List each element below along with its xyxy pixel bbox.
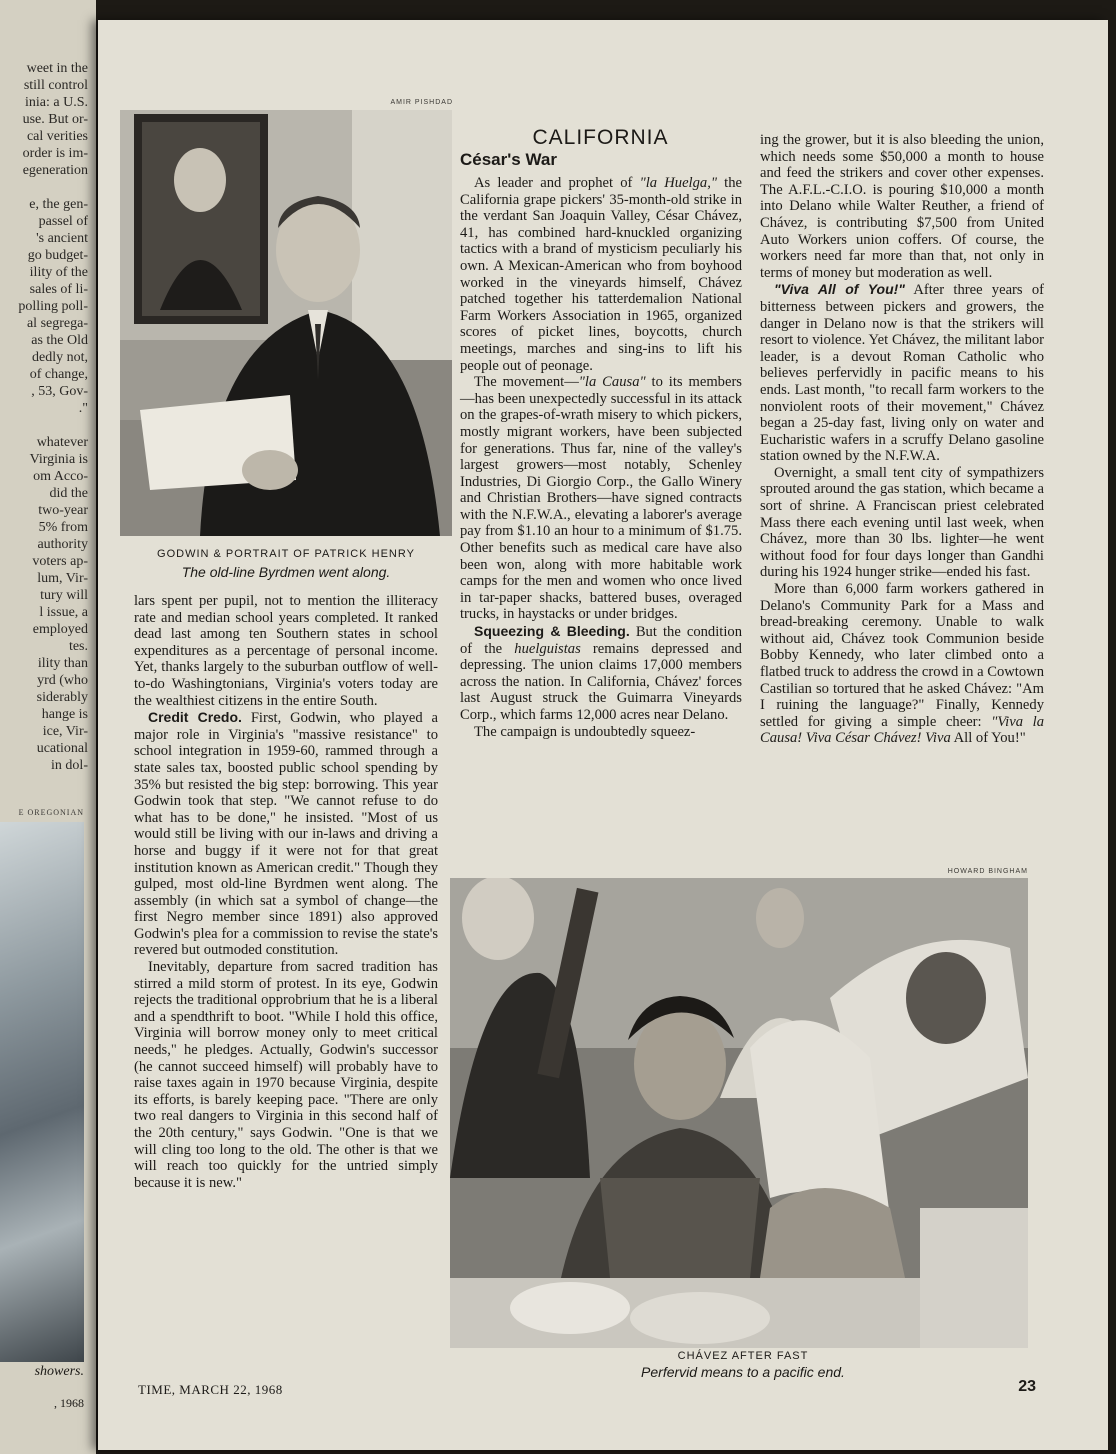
left-page-line: lum, Vir- — [37, 571, 88, 586]
left-page-line: yrd (who — [37, 673, 88, 688]
left-page-caption-tail: showers. — [34, 1364, 84, 1379]
chavez-photo-illustration — [450, 878, 1028, 1348]
left-page-line: dedly not, — [32, 350, 88, 365]
left-page-line: e, the gen- — [29, 197, 88, 212]
left-page-line: , 53, Gov- — [31, 384, 88, 399]
left-page-line: order is im- — [22, 146, 88, 161]
column-3-text — [760, 132, 1044, 747]
left-page-text-fragments — [4, 60, 88, 774]
left-facing-page — [0, 0, 96, 1454]
col1-paragraph-3: Inevitably, departure from sacred tradition has stirred a mild storm of protest. In its eye, Godwin rejects the traditional opprobrium that he is a liberal and a spendthrift to boot. "While I hold this office, Virginia will borrow money only to meet critical needs," he pledges. Actually, Godwin's successor (he cannot succeed himself) will probably have to raise taxes again in 1970 because Virginia, despite its efforts, is barely keeping pace. "There are only two real dangers to Virginia in this second half of the 20th century," says Godwin. "One is that we will cling too long to the old. The other is that we will reach too quickly for the untried simply because it is new." — [134, 959, 438, 1191]
photo2-credit: HOWARD BINGHAM — [947, 868, 1028, 875]
col2-p2-b: to its members—has been unexpectedly successful in its attack on the grapes-of-wrath misery to which pickers, mostly migrant workers, have been subjected for generations. Thus far, nine of the valley's largest growers—most notably, Schenley Industries, Di Giorgio Corp., the Gallo Winery and Christian Brothers—have signed contracts with the N.F.W.A., elevating a laborer's average pay from $1.10 an hour to a minimum of $1.75. Other benefits such as medical care have also been won, along with more habitable work camps for the men and women who once lived in tar-paper shacks, battered buses, overaged trucks, in haystacks or under bridges. — [460, 374, 742, 623]
page-number: 23 — [1018, 1378, 1036, 1395]
left-page-line: ility of the — [29, 265, 88, 280]
col3-p4-italic: "Viva la Causa! Viva César Chávez! Viva — [760, 713, 1044, 747]
col1-paragraph-2-body: First, Godwin, who played a major role in Virginia's "massive resistance" to school integration in 1959-60, rammed through a state sales tax, boosted public school spending by 35% but resisted the big step: borrowing. This year Godwin took that step. "We cannot refuse to do what has to be done," he insisted. "Most of us would still be living with our in-laws and driving a horse and buggy if it were not for that great institution known as American credit." Though they gulped, most old-line Byrdmen went along. The assembly (in which sat a symbol of change—the first Negro member since 1891) also approved Godwin's plea for a commission to revise the state's revered but outmoded constitution. — [134, 710, 438, 959]
left-page-line: Virginia is — [29, 452, 88, 467]
left-page-line: polling poll- — [18, 299, 88, 314]
col2-subhead-squeezing: Squeezing & Bleeding. — [474, 623, 630, 640]
col3-paragraph-2 — [760, 281, 1044, 465]
left-page-line: go budget- — [27, 248, 88, 263]
left-page-line — [4, 179, 88, 196]
col2-p3-italic: huelguistas — [514, 640, 581, 657]
left-page-line: use. But or- — [22, 112, 88, 127]
left-page-line: cal verities — [26, 129, 88, 144]
left-page-line: weet in the — [26, 61, 88, 76]
magazine-page — [98, 20, 1108, 1450]
col1-paragraph-2 — [134, 709, 438, 959]
col2-p2-italic: "la Causa" — [578, 374, 646, 391]
story-title: César's War — [460, 150, 557, 169]
col2-p1-a: As leader and prophet of — [474, 175, 640, 191]
left-page-line: whatever — [36, 435, 88, 450]
photo1-caption-text: The old-line Byrdmen went along. — [181, 564, 391, 580]
left-page-line: ucational — [36, 741, 88, 756]
left-page-line: siderably — [36, 690, 88, 705]
left-page-line: egeneration — [22, 163, 88, 178]
left-page-line: tes. — [68, 639, 88, 654]
col1-paragraph-1: lars spent per pupil, not to mention the illiteracy rate and median school years completed. It ranked dead last among ten Southern states in school expenditures as a percentage of personal income. Yet, thanks largely to the suburban outflow of well-to-do Washingtonians, Virginia's voters today are the wealthiest citizens in the entire South. — [134, 593, 438, 709]
section-title: CALIFORNIA — [532, 126, 669, 149]
left-page-line: two-year — [38, 503, 88, 518]
photo2-caption-text: Perfervid means to a pacific end. — [641, 1364, 845, 1380]
col2-paragraph-1 — [460, 175, 742, 374]
left-page-line: 's ancient — [36, 231, 88, 246]
column-1-text — [134, 593, 438, 1191]
photo1-credit: AMIR PISHDAD — [390, 99, 453, 106]
left-page-line: sales of li- — [29, 282, 88, 297]
left-page-line: al segrega- — [26, 316, 88, 331]
col2-p3-b: remains depressed and depressing. The union claims 17,000 members across the nation. In California, Chávez' forces last August struck the Guimarra Vineyards Corp., which farms 12,000 acres near Delano. — [460, 640, 742, 723]
photo2-caption — [578, 1350, 908, 1380]
left-page-line: voters ap- — [32, 554, 88, 569]
left-page-line: l issue, a — [39, 605, 88, 620]
left-page-line: ility than — [37, 656, 88, 671]
left-page-line: hange is — [41, 707, 88, 722]
left-page-line: 5% from — [38, 520, 88, 535]
col1-subhead-credit-credo: Credit Credo. — [148, 709, 242, 726]
col3-p2-body: After three years of bitterness between pickers and growers, the danger in Delano now is that the strikers will resort to violence. Yet Chávez, the militant labor leader, is a devout Roman Catholic who believes perfervidly in pacific means to his ends. Last month, "to recall farm workers to the nonviolent roots of their movement," Chávez began a 25-day fast, living only on water and Eucharistic wafers in a scruffy Delano gasoline station owned by the N.F.W.A. — [760, 282, 1044, 465]
left-page-line: inia: a U.S. — [25, 95, 88, 110]
left-page-line: employed — [32, 622, 88, 637]
left-page-line: still control — [23, 78, 88, 93]
left-page-line: did the — [49, 486, 88, 501]
left-page-photo — [0, 822, 84, 1362]
left-page-line: tury will — [40, 588, 88, 603]
col3-p4-a: More than 6,000 farm workers gathered in Delano's Community Park for a Mass and bread-breaking ceremony. Unable to walk without aid, Chávez took Communion beside Bobby Kennedy, who later climbed onto a flatbed truck to address the crowd in a Cowtown Castilian so tortured that he asked Chávez: "Am I ruining the language?" Finally, Kennedy settled for giving a simple cheer: — [760, 581, 1044, 730]
left-page-line: passel of — [38, 214, 88, 229]
godwin-photo-illustration — [120, 110, 452, 536]
col3-paragraph-4 — [760, 581, 1044, 747]
col3-paragraph-3: Overnight, a small tent city of sympathizers sprouted around the gas station, which became a sort of shrine. A Franciscan priest celebrated Mass there each evening until last week, when Chávez, more than 30 lbs. lighter—he went without food for four days longer than Gandhi during his 1924 hunger strike—ended his fast. — [760, 464, 1044, 581]
left-page-line: ." — [78, 401, 88, 416]
left-page-line: as the Old — [31, 333, 88, 348]
left-page-line: in dol- — [51, 758, 88, 773]
godwin-portrait-photo — [120, 110, 452, 536]
photo1-caption — [120, 548, 452, 580]
col3-p4-b: All of You!" — [950, 730, 1026, 747]
col2-paragraph-4: The campaign is undoubtedly squeez- — [474, 723, 696, 740]
left-page-line: ice, Vir- — [42, 724, 88, 739]
photo2-caption-label: CHÁVEZ AFTER FAST — [677, 1350, 809, 1362]
left-page-line: om Acco- — [33, 469, 88, 484]
col2-p3-a: But the condition of the — [460, 624, 742, 657]
left-page-date-tail: , 1968 — [54, 1396, 84, 1410]
column-2-text — [460, 175, 742, 740]
left-page-line: of change, — [29, 367, 88, 382]
left-page-line — [4, 417, 88, 434]
col2-paragraph-2 — [460, 374, 742, 623]
col2-p2-a: The movement— — [474, 374, 579, 391]
col3-paragraph-1: ing the grower, but it is also bleeding the union, which needs some $50,000 a month to house and feed the strikers and cover other expenses. The A.F.L.-C.I.O. is pouring $10,000 a month into Delano while Walter Reuther, a friend of Chávez, is contributing $7,500 from United Auto Workers union coffers. Of course, the workers need far more than that, not only in terms of money but moderation as well. — [760, 132, 1044, 281]
col2-p1-b: the California grape pickers' 35-month-old strike in the verdant San Joaquin Valley, César Chávez, 41, has combined hard-knuckled organizing tactics with a brand of mysticism peculiarly his own. A Mexican-American who from boyhood worked in the vineyards himself, Chávez patched together his tatterdemalion National Farm Workers Association in 1965, organized scores of picket lines, boycotts, church meetings, marches and sing-ins to lift his people out of peonage. — [460, 175, 742, 374]
col3-subhead-viva: "Viva All of You!" — [774, 281, 905, 298]
left-page-line: authority — [37, 537, 88, 552]
magazine-date-footer: TIME, MARCH 22, 1968 — [138, 1382, 283, 1397]
col2-p1-italic: "la Huelga," — [639, 175, 717, 191]
chavez-after-fast-photo — [450, 878, 1028, 1348]
col2-paragraph-3 — [460, 623, 742, 724]
photo1-caption-label: GODWIN & PORTRAIT OF PATRICK HENRY — [157, 548, 415, 560]
left-photo-credit: E OREGONIAN — [18, 808, 84, 817]
